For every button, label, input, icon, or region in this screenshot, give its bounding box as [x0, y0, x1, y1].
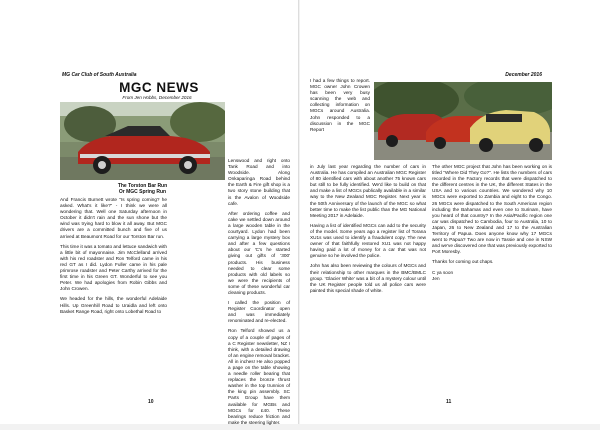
- right-page: [300, 0, 600, 424]
- paragraph: After ordering coffee and cake we settled down around a large wooden table in the courtyard. Lydon had been carrying a large mystery box and after a few questions about our 'C's he started giving out gifts of '300' products. His business needed to clear some products with old labels so we were the recipients of some of these wonderful car cleaning products.: [228, 210, 290, 295]
- paragraph: Ron Telford showed us a copy of a couple of pages of a C Register newsletter, NZ I think, with a detailed drawing of an engine removal bracket. All in inches! He also popped a page on the table showing a needle roller bearing that replaces the bronze thrust washer in the top trunnion of the king pin assembly. SC Parts Group have them available for MGBs and MGCs for £40. These bearings reduce friction and make the steering lighter.: [228, 328, 290, 425]
- paragraph: We headed for the hills, the wonderful Adelaide Hills. Up Greenhill Road to Uraidla and left onto Basket Range Road, right onto Lobethal Road to: [60, 296, 167, 314]
- photo-red-mgc-roadster: [60, 102, 225, 180]
- body-column-right-a: [310, 78, 370, 137]
- signoff: C ya soon Jen: [432, 269, 454, 281]
- paragraph: The other MGC project that John has been working on is titled "Where Did They Go?". He lists the numbers of cars recorded in the Factory records that were dispatched to the different centres in the UK, the different States in the USA and to various countries. We wondered why 10 MGCs were exported to Zambia and eight to the Congo. 26 MGCs were dispatched to the South American region including the Bahamas and even one to Surinam, have you heard of that country? In the Asia/Pacific region one car was dispatched to Cambodia, four to Australia, 10 to Japan, 26 to New Zealand and 17 to the Australian Territory of Papua. Does anyone know why 17 MGCs went to Papua? Two are now in Tassie and one in NSW and we've discovered one that was previously exported to Port Moresby.: [432, 164, 552, 255]
- paragraph: Having a list of identified MGCs can add to the security of the model. Some years ago a register list of Torana XU1s was used to identify a fraudulent copy. The new owner of that faithfully restored XU1 was not happy having paid a lot of money for a car that was not genuine so he involved the police.: [310, 222, 426, 259]
- article-title: MGC NEWS: [119, 80, 199, 95]
- article-byline: From Jen Hobbs, December 2016: [122, 95, 192, 100]
- photo-mgc-cars-group: [374, 82, 552, 160]
- body-column-right-c: [432, 164, 552, 286]
- body-column-right-b: [310, 164, 426, 298]
- photo-red-mgc-roadster-image: [60, 102, 225, 180]
- paragraph: And Francis Burnett wrote "Is spring coming? he asked. What's it like?" - I think we were all wondering that. Well one Saturday afternoon in October it didn't rain and the sun shone but the wind was trying hard to blow it all away. But MGC drivers are a committed bunch and five of us arrived at Beaumont Road for our Torston Bar run.: [60, 197, 167, 239]
- body-column-left-b: [228, 158, 290, 430]
- paragraph: Thanks for coming out chaps.: [432, 259, 494, 265]
- body-column-left-a: [60, 197, 167, 319]
- paragraph: Lenswood and right onto Tank Road and into Woodside. Along Onkaparinga Road behind the Earth & Fire gift shop is a two story stone building that is the Avalon of Woodside cafe.: [228, 158, 290, 206]
- paragraph: I called the position of Register Coordinator open and was immediately renominated and re-elected.: [228, 300, 290, 324]
- photo-caption: [60, 183, 225, 195]
- running-header-left: MG Car Club of South Australia: [62, 72, 137, 78]
- paragraph: in July last year regarding the number of cars in Australia. He has compiled an Australian MGC Register of 80 identified cars with about another 75 known cars but still to be fully identified. We'd like to build on that and make a list of MGCs publically available in a similar way to the New Zealand MGC Register. Next year is the 50th Anniversary of the launch of the MGC so what better time to make the list public than the MG National Meeting 2017 in Adelaide.: [310, 164, 426, 218]
- caption-line-2: Or MGC Spring Run: [118, 189, 167, 195]
- paragraph: John has also been reviewing the colours of MGCs and their relationship to other marques in the BMC/BMLC group. 'Glacier White' was a bit of a mystery colour until the UK Register people told us all police cars were painted this special shade of white.: [310, 263, 426, 293]
- paragraph: This time it was a tomato and lettuce sandwich with a little bit of mayonnaise. Jim McClelland arrived with his red roadster and Ron Telford came in his red GT as I did. Lydon Fuller came in his pale primrose roadster and Peter Carthy arrived for the first time in his Green GT. Wonderful to see you Peter. We had apologies from Robin Gibbs and John Crowen.: [60, 243, 167, 292]
- left-page: [0, 0, 299, 424]
- caption-line-1: The Torston Bar Run: [117, 183, 168, 189]
- photo-mgc-cars-group-image: [374, 82, 552, 160]
- page-number-right: 11: [446, 399, 452, 405]
- paragraph: I had a few things to report. MGC owner John Crowen has been very busy scanning the web and collecting information on MGCs around Australia. John responded to a discussion in the MGC Report: [310, 78, 370, 132]
- running-header-right: December 2016: [505, 72, 542, 78]
- page-number-left: 10: [148, 399, 154, 405]
